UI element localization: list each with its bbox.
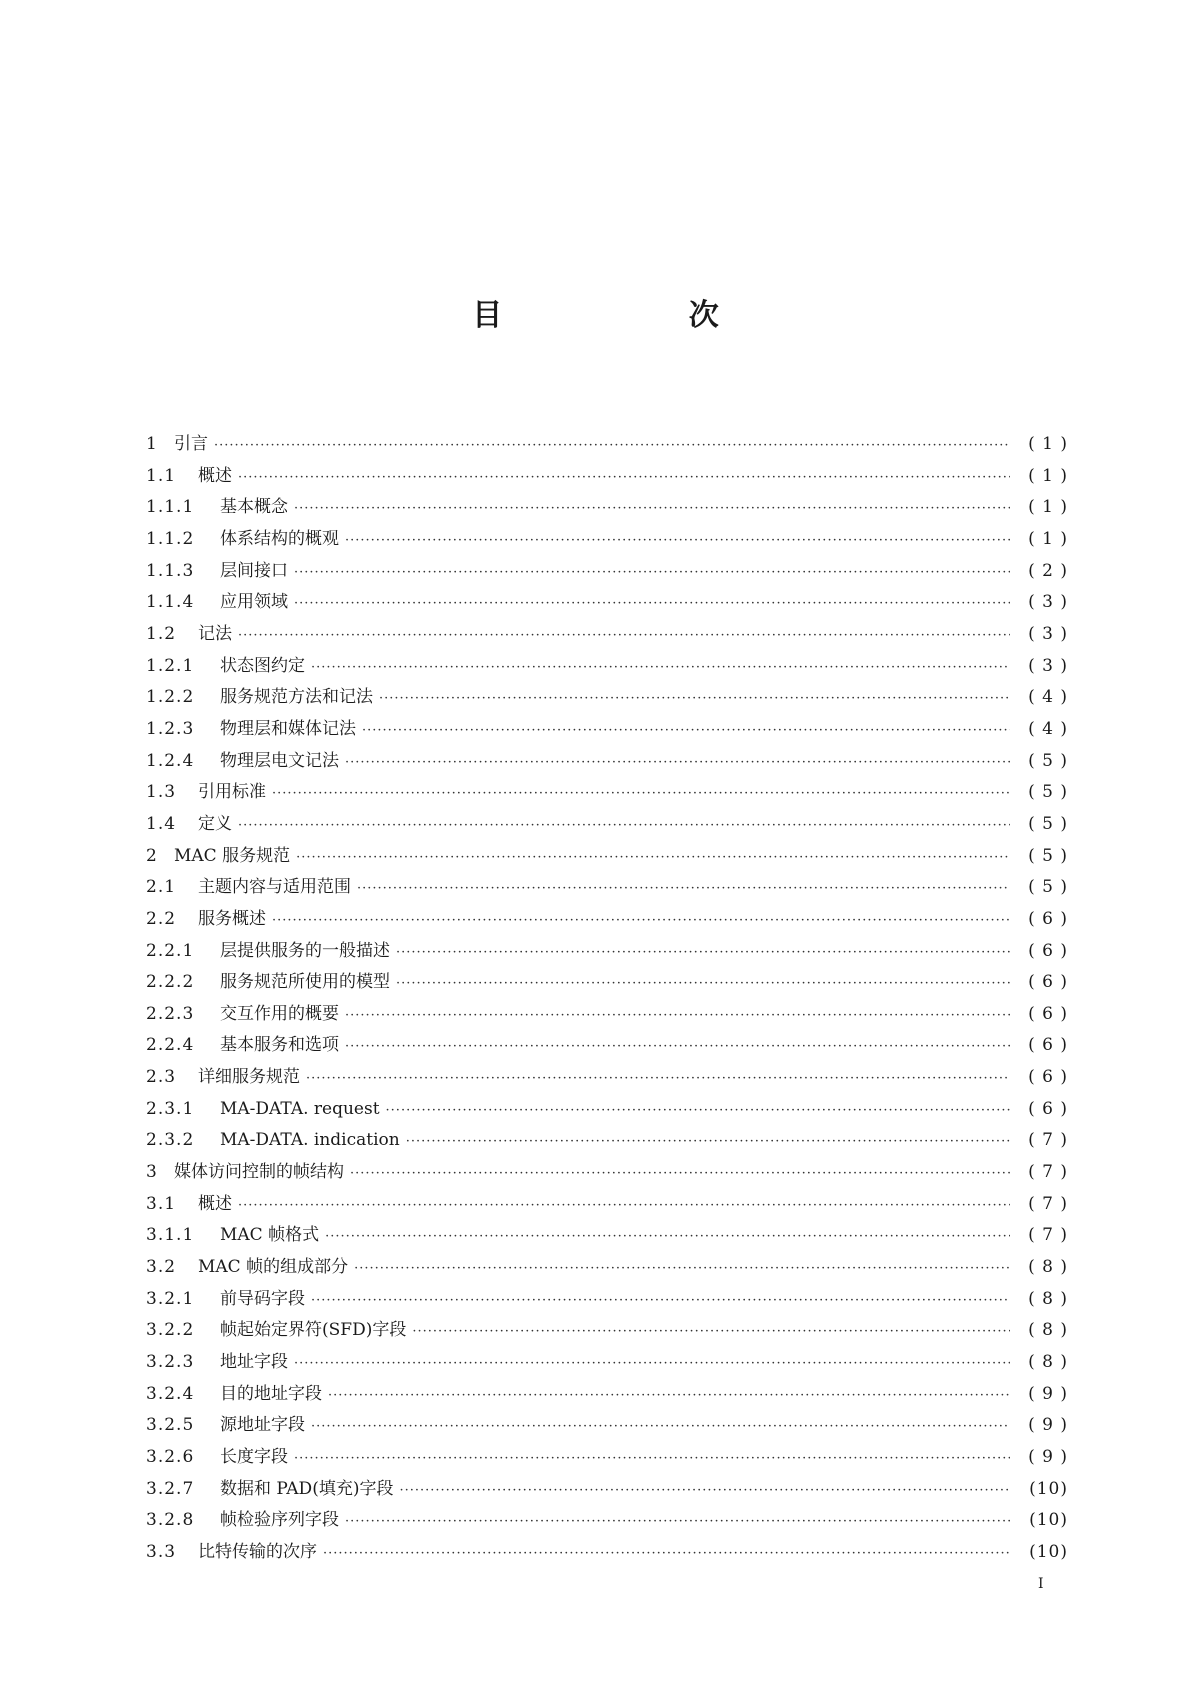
toc-entry-label: 概述 (198, 1193, 232, 1214)
toc-entry-number: 2.3.2 (146, 1130, 195, 1151)
toc-leader-dots (350, 1158, 1010, 1190)
toc-entry-page: ( 6 ) (1028, 972, 1068, 993)
toc-entry-label: 引用标准 (198, 782, 266, 803)
toc-entry-page: ( 7 ) (1028, 1162, 1068, 1183)
toc-entry-label: MAC 服务规范 (174, 845, 291, 866)
toc-entry-page: ( 8 ) (1028, 1288, 1068, 1309)
toc-entry-label: 记法 (198, 623, 232, 644)
toc-entry (146, 556, 1068, 588)
toc-entry-label: 交互作用的概要 (220, 1003, 339, 1024)
toc-leader-dots (325, 1221, 1010, 1253)
toc-leader-dots (238, 1190, 1010, 1222)
toc-entry-page: ( 8 ) (1028, 1257, 1068, 1278)
page-number: I (1038, 1576, 1044, 1592)
toc-leader-dots (238, 462, 1010, 494)
toc-entry-label: 目的地址字段 (220, 1383, 322, 1404)
toc-leader-dots (323, 1538, 1010, 1570)
toc-entry-label: 长度字段 (220, 1447, 288, 1467)
toc-leader-dots (294, 557, 1010, 589)
toc-leader-dots (345, 747, 1010, 779)
toc-leader-dots (296, 842, 1010, 874)
toc-entry-page: ( 3 ) (1028, 592, 1068, 613)
toc-entry (146, 1537, 1068, 1569)
toc-entry-number: 1 (146, 434, 158, 454)
toc-entry-label: 帧检验序列字段 (220, 1510, 339, 1531)
toc-entry-page: ( 6 ) (1028, 1003, 1068, 1024)
toc-entry-page: ( 4 ) (1028, 687, 1068, 708)
toc-leader-dots (311, 1411, 1010, 1443)
toc-entry-page: (10) (1029, 1510, 1068, 1531)
toc-entry-page: ( 9 ) (1028, 1447, 1068, 1467)
toc-entry-label: 前导码字段 (220, 1288, 305, 1309)
toc-entry (146, 936, 1068, 968)
toc-entry-number: 1.2.3 (146, 718, 195, 739)
toc-entry-number: 1.3 (146, 782, 177, 803)
page-title: 目 次 (472, 298, 807, 333)
toc-entry (146, 651, 1068, 683)
toc-entry-page: ( 4 ) (1028, 718, 1068, 739)
toc-entry-page: ( 1 ) (1028, 528, 1068, 549)
toc-entry-number: 2 (146, 845, 158, 866)
toc-entry-page: ( 5 ) (1028, 813, 1068, 834)
toc-entry (146, 714, 1068, 746)
toc-leader-dots (272, 778, 1010, 810)
toc-entry (146, 872, 1068, 904)
toc-entry-label: 详细服务规范 (198, 1067, 300, 1088)
toc-entry-page: ( 7 ) (1028, 1225, 1068, 1246)
toc-entry-number: 3.2.6 (146, 1447, 195, 1467)
toc-leader-dots (238, 620, 1010, 652)
toc-entry (146, 1505, 1068, 1537)
toc-entry-label: 应用领域 (220, 592, 288, 613)
toc-entry-page: ( 6 ) (1028, 1035, 1068, 1056)
toc-entry-page: ( 7 ) (1028, 1193, 1068, 1214)
toc-entry-label: 比特传输的次序 (198, 1541, 317, 1562)
toc-entry (146, 777, 1068, 809)
toc-entry-number: 3.2.4 (146, 1383, 195, 1404)
toc-entry (146, 746, 1068, 778)
toc-entry (146, 619, 1068, 651)
toc-entry (146, 999, 1068, 1031)
toc-entry-label: 状态图约定 (220, 655, 305, 676)
toc-entry-label: MAC 帧格式 (220, 1225, 320, 1246)
toc-entry-label: 服务概述 (198, 908, 266, 929)
toc-entry-label: 服务规范方法和记法 (220, 687, 373, 708)
toc-entry-page: ( 1 ) (1028, 434, 1068, 454)
toc-entry (146, 1410, 1068, 1442)
toc-leader-dots (272, 905, 1010, 937)
toc-entry-label: 引言 (174, 434, 208, 454)
toc-entry-number: 1.2 (146, 623, 177, 644)
toc-entry-label: 概述 (198, 465, 232, 486)
toc-entry-page: ( 5 ) (1028, 877, 1068, 898)
toc-leader-dots (412, 1316, 1010, 1348)
toc-leader-dots (345, 525, 1010, 557)
toc-entry-number: 3.3 (146, 1541, 177, 1562)
toc-entry-number: 3.2 (146, 1257, 177, 1278)
toc-entry-page: (10) (1029, 1541, 1068, 1562)
toc-entry-number: 3.2.5 (146, 1415, 195, 1436)
toc-entry-number: 1.2.4 (146, 750, 195, 771)
toc-leader-dots (294, 1443, 1010, 1475)
toc-entry-number: 3.2.1 (146, 1288, 195, 1309)
toc-entry-number: 3.2.3 (146, 1352, 195, 1373)
toc-entry (146, 1062, 1068, 1094)
toc-entry (146, 1030, 1068, 1062)
toc-entry-label: 层间接口 (220, 560, 288, 581)
toc-entry-number: 2.2.4 (146, 1035, 195, 1056)
toc-entry-number: 2.2 (146, 908, 177, 929)
toc-entry-number: 1.1 (146, 465, 177, 486)
toc-entry (146, 967, 1068, 999)
toc-entry-page: ( 7 ) (1028, 1130, 1068, 1151)
toc-entry-page: ( 8 ) (1028, 1352, 1068, 1373)
toc-entry-page: ( 8 ) (1028, 1320, 1068, 1341)
toc-entry-label: MA-DATA. request (220, 1098, 380, 1119)
toc-entry (146, 841, 1068, 873)
toc-entry-page: ( 9 ) (1028, 1383, 1068, 1404)
toc-leader-dots (357, 873, 1010, 905)
toc-entry-number: 2.2.3 (146, 1003, 195, 1024)
toc-entry-page: ( 6 ) (1028, 1098, 1068, 1119)
toc-leader-dots (345, 1506, 1010, 1538)
toc-entry-label: 媒体访问控制的帧结构 (174, 1162, 344, 1183)
toc-entry-label: 层提供服务的一般描述 (220, 940, 390, 961)
toc-leader-dots (238, 810, 1010, 842)
toc-entry-number: 1.1.1 (146, 497, 195, 518)
toc-entry-number: 1.1.4 (146, 592, 195, 613)
toc-entry-number: 3.2.7 (146, 1478, 195, 1499)
toc-leader-dots (294, 588, 1010, 620)
toc-entry-number: 3.2.2 (146, 1320, 195, 1341)
toc-leader-dots (396, 968, 1010, 1000)
toc-entry-number: 2.2.1 (146, 940, 195, 961)
toc-entry-number: 3.2.8 (146, 1510, 195, 1531)
toc-leader-dots (345, 1031, 1010, 1063)
toc-leader-dots (214, 430, 1010, 462)
toc-leader-dots (406, 1126, 1010, 1158)
table-of-contents (146, 429, 1068, 1569)
toc-leader-dots (362, 715, 1010, 747)
toc-entry (146, 1474, 1068, 1506)
toc-entry (146, 1157, 1068, 1189)
toc-entry (146, 429, 1068, 461)
toc-entry (146, 524, 1068, 556)
toc-entry-page: ( 1 ) (1028, 497, 1068, 518)
toc-entry (146, 1315, 1068, 1347)
toc-entry-number: 3.1 (146, 1193, 177, 1214)
toc-entry (146, 1284, 1068, 1316)
toc-leader-dots (379, 683, 1010, 715)
toc-entry-number: 1.2.1 (146, 655, 195, 676)
toc-entry-number: 3.1.1 (146, 1225, 195, 1246)
toc-entry-label: 定义 (198, 813, 232, 834)
toc-leader-dots (396, 937, 1010, 969)
toc-leader-dots (294, 493, 1010, 525)
toc-entry-label: MAC 帧的组成部分 (198, 1257, 349, 1278)
toc-entry (146, 1252, 1068, 1284)
toc-entry-number: 2.3 (146, 1067, 177, 1088)
toc-entry (146, 1125, 1068, 1157)
toc-entry-page: ( 5 ) (1028, 845, 1068, 866)
toc-leader-dots (306, 1063, 1010, 1095)
toc-entry (146, 682, 1068, 714)
toc-entry-label: 基本概念 (220, 497, 288, 518)
toc-entry-page: ( 6 ) (1028, 1067, 1068, 1088)
toc-entry-number: 1.4 (146, 813, 177, 834)
toc-entry-page: (10) (1029, 1478, 1068, 1499)
toc-entry-number: 2.1 (146, 877, 177, 898)
toc-entry (146, 461, 1068, 493)
toc-entry-number: 1.1.2 (146, 528, 195, 549)
toc-entry (146, 809, 1068, 841)
toc-entry-label: 地址字段 (220, 1352, 288, 1373)
toc-entry-number: 1.2.2 (146, 687, 195, 708)
toc-entry-label: MA-DATA. indication (220, 1130, 400, 1151)
toc-entry-label: 帧起始定界符(SFD)字段 (220, 1320, 407, 1341)
toc-entry-label: 物理层电文记法 (220, 750, 339, 771)
toc-entry (146, 1442, 1068, 1474)
toc-entry-page: ( 1 ) (1028, 465, 1068, 486)
toc-entry-number: 1.1.3 (146, 560, 195, 581)
toc-entry (146, 1189, 1068, 1221)
toc-entry-page: ( 6 ) (1028, 940, 1068, 961)
toc-entry-label: 物理层和媒体记法 (220, 718, 356, 739)
toc-leader-dots (294, 1348, 1010, 1380)
toc-entry-page: ( 5 ) (1028, 750, 1068, 771)
toc-leader-dots (354, 1253, 1010, 1285)
toc-entry (146, 492, 1068, 524)
toc-entry-page: ( 2 ) (1028, 560, 1068, 581)
toc-entry-label: 数据和 PAD(填充)字段 (220, 1478, 394, 1499)
toc-entry-label: 源地址字段 (220, 1415, 305, 1436)
toc-entry (146, 587, 1068, 619)
toc-entry-page: ( 3 ) (1028, 623, 1068, 644)
toc-entry (146, 904, 1068, 936)
toc-entry-label: 主题内容与适用范围 (198, 877, 351, 898)
toc-entry-label: 体系结构的概观 (220, 528, 339, 549)
toc-leader-dots (328, 1380, 1010, 1412)
toc-entry-page: ( 5 ) (1028, 782, 1068, 803)
toc-leader-dots (399, 1475, 1010, 1507)
toc-entry-page: ( 6 ) (1028, 908, 1068, 929)
toc-entry-page: ( 9 ) (1028, 1415, 1068, 1436)
toc-leader-dots (386, 1095, 1010, 1127)
toc-entry-label: 基本服务和选项 (220, 1035, 339, 1056)
toc-leader-dots (311, 652, 1010, 684)
toc-entry (146, 1379, 1068, 1411)
toc-entry-page: ( 3 ) (1028, 655, 1068, 676)
toc-entry-number: 2.2.2 (146, 972, 195, 993)
toc-entry-number: 3 (146, 1162, 158, 1183)
toc-entry-number: 2.3.1 (146, 1098, 195, 1119)
toc-entry-label: 服务规范所使用的模型 (220, 972, 390, 993)
toc-entry (146, 1220, 1068, 1252)
toc-leader-dots (311, 1285, 1010, 1317)
toc-leader-dots (345, 1000, 1010, 1032)
toc-entry (146, 1094, 1068, 1126)
toc-entry (146, 1347, 1068, 1379)
